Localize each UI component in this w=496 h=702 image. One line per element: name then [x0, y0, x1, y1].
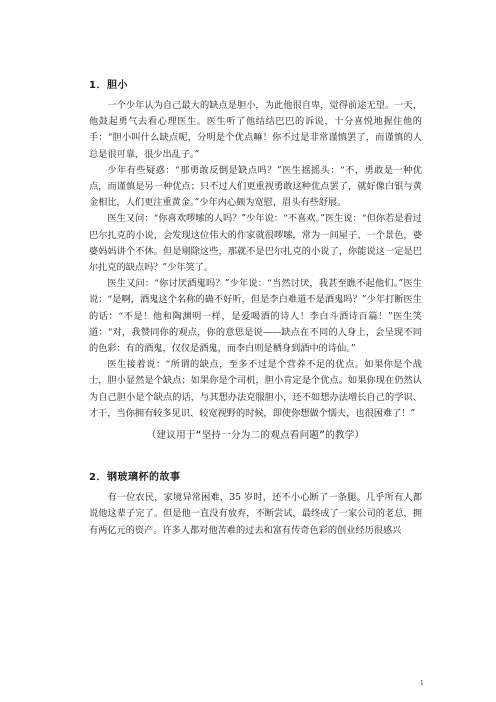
paragraph: 医生又问：“你讨厌酒鬼吗？”少年说：“当然讨厌，我甚至瞧不起他们。”医生说：“是啊，酒鬼这个名称的确不好听，但是李白难道不是酒鬼吗？”少年打断医生的话：“不是！他和陶渊明一样，是爱喝酒的诗人！李白斗酒诗百篇！”医生笑道：“对，我赞同你的观点，你的意思是说——缺点在不同的人身上，会呈现不同的色彩：有的酒鬼，仅仅是酒鬼，而李白则是栖身到酒中的诗仙。”: [89, 278, 422, 355]
section-title: 2．钢玻璃杯的故事: [89, 472, 181, 484]
paragraph: 医生又问：“你喜欢啰嗦的人吗？”少年说：“不喜欢。”医生说：“但你若是看过巴尔扎克的小说，会发现这位伟大的作家就很啰嗦，常为一间屋子、一个景色，婆婆妈妈讲个不休。但是剔除这些，那就不是巴尔扎克的小说了，你能说这一定是巴尔扎克的缺点吗？”少年笑了。: [89, 213, 422, 274]
paragraph: 医生接着说：“所谓的缺点，至多不过是个营养不足的优点。如果你是个战士，胆小显然是个缺点；如果你是个司机，胆小肯定是个优点。如果你现在仍然认为自己胆小是个缺点的话，与其想办法克服胆小，还不如想办法增长自己的学识、才干，当你拥有较多见识、较宽视野的时候，即使你想做个懦夫，也很困难了！”: [89, 359, 422, 419]
paragraph: 少年有些疑惑：“那勇敢反倒是缺点吗？”医生摇摇头：“不，勇敢是一种优点，而谨慎是另一种优点；只不过人们更重视勇敢这种优点罢了，就好像白银与黄金相比，人们更注重黄金。”少年内心颇为宽慰，眉头有些舒展。: [89, 164, 422, 209]
section-2: [89, 470, 422, 539]
section-1: [89, 78, 422, 444]
page-number: 1: [420, 680, 424, 687]
paragraph: 有一位农民，家境异常困难，35 岁时，还不小心断了一条腿。几乎所有人都说他这辈子完了。但是他一直没有放弃，不断尝试，最终成了一家公司的老总，拥有两亿元的资产。许多人都对他苦难的过去和富有传奇色彩的创业经历很感兴: [89, 492, 422, 536]
paragraph: 一个少年认为自己最大的缺点是胆小，为此他很自卑，觉得前途无望。一天，他鼓起勇气去看心理医生。医生听了他结结巴巴的诉说，十分喜悦地握住他的手：“胆小叫什么缺点呢，分明是个优点嘛！你不过是非常谨慎罢了，而谨慎的人总是很可靠，很少出乱子。”: [89, 100, 422, 160]
document-body: [89, 78, 422, 539]
teaching-note: （建议用于“坚持一分为二的观点看问题”的教学）: [146, 430, 365, 442]
section-title: 1．胆小: [89, 80, 128, 91]
